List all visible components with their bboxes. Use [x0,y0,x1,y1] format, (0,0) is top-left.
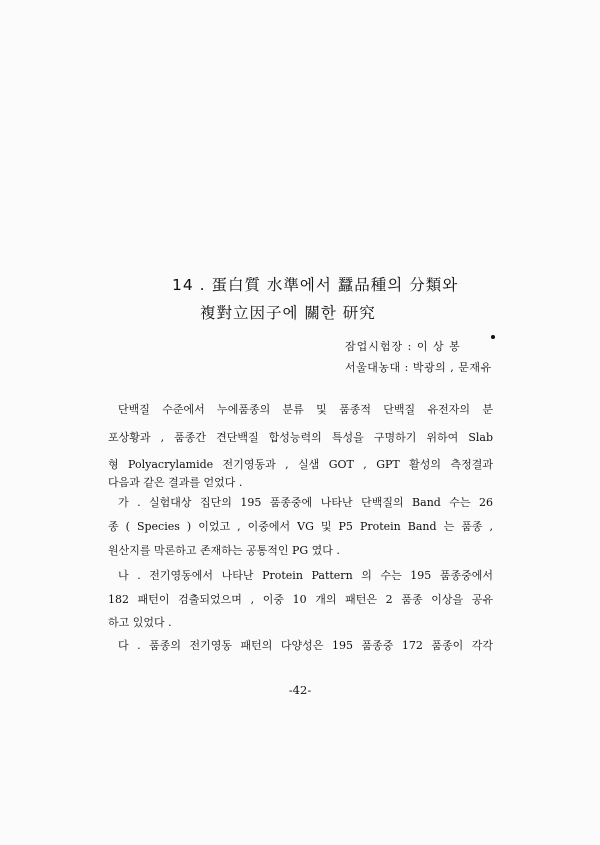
body-line: 가 . 실험대상 집단의 195 품종중에 나타난 단백질의 Band 수는 26 [118,496,493,509]
body-line: 단백질 수준에서 누에품종의 분류 및 품종적 단백질 유전자의 분 [118,403,493,416]
body-line: 포상황과 , 품종간 견단백질 합성능력의 특성을 구명하기 위하여 Slab [108,431,493,444]
title-line-2: 複對立因子에 關한 研究 [200,304,376,322]
body-line: 형 Polyacrylamide 전기영동과 , 실샘 GOT , GPT 활성의 측정결과 [108,458,493,471]
author-line-2: 서울대농대 : 박광의 , 문재유 [345,361,492,374]
body-line: 하고 있었다 . [108,616,172,629]
body-line: 다 . 품종의 전기영동 패턴의 다양성은 195 품종중 172 품종이 각각 [118,639,493,652]
title-line-1: 14 . 蛋白質 水準에서 蠶品種의 分類와 [172,276,459,294]
body-line: 종 ( Species ) 이었고 , 이중에서 VG 및 P5 Protein Band 는 품종 , [108,520,493,533]
body-line: 다음과 같은 결과를 얻었다 . [108,476,243,489]
page-number: -42- [288,683,312,697]
author-line-1: 잠업시험장 : 이 상 봉 [345,340,461,353]
ink-dot [491,335,495,339]
body-line: 나 . 전기영동에서 나타난 Protein Pattern 의 수는 195 품종중에서 [118,569,493,582]
body-line: 원산지를 막론하고 존재하는 공통적인 PG 였다 . [108,544,340,557]
body-line: 182 패턴이 검출되었으며 , 이중 10 개의 패턴은 2 품종 이상을 공유 [108,593,493,606]
